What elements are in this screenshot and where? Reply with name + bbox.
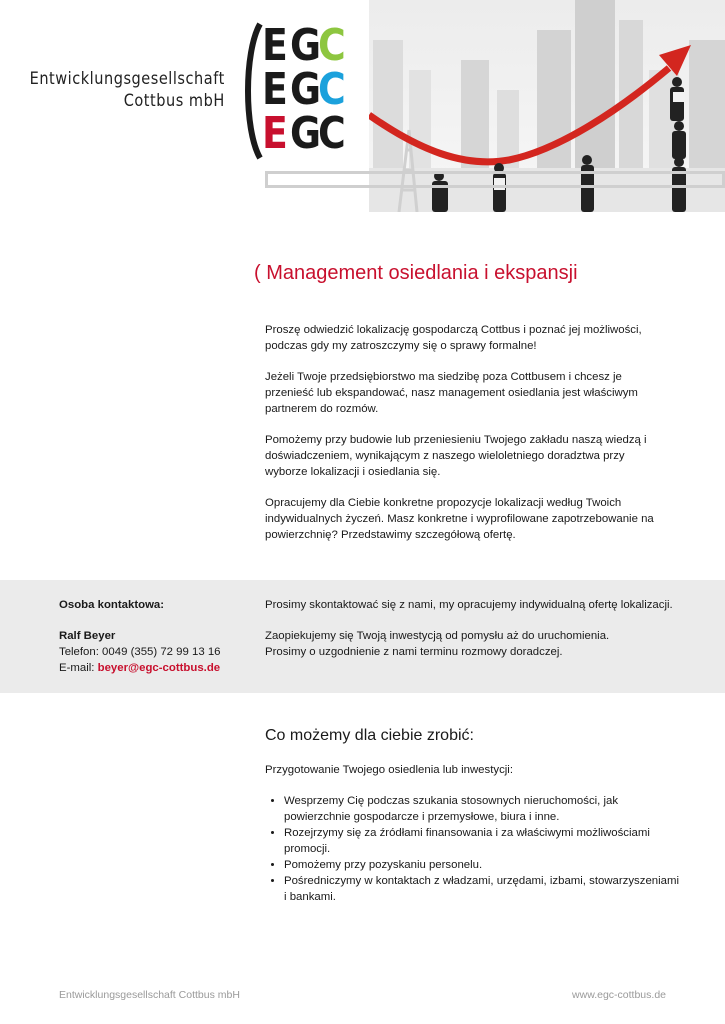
contact-name: Ralf Beyer [59, 630, 116, 642]
company-name-line2: Cottbus mbH [123, 91, 225, 110]
logo-letter-g: G [290, 64, 321, 115]
contact-phone: Telefon: 0049 (355) 72 99 13 16 [59, 646, 221, 658]
contact-email-link[interactable]: beyer@egc-cottbus.de [97, 662, 221, 674]
footer-website-link[interactable]: www.egc-cottbus.de [572, 989, 666, 1001]
contact-message-1: Prosimy skontaktować się z nami, my opracujemy indywidualną ofertę lokalizacji. [265, 599, 673, 611]
contact-message [265, 597, 685, 660]
logo-parenthesis-icon [240, 22, 264, 160]
intro-paragraph-3: Pomożemy przy budowie lub przeniesieniu Twojego zakładu naszą wiedzą i doświadczeniem, wynikającym z naszego wieloletniego doradztwa przy wyborze lokalizacji i osiedlania się. [265, 434, 647, 478]
contact-message-3: Prosimy o uzgodnienie z nami terminu rozmowy doradczej. [265, 646, 563, 658]
contact-email-line [59, 660, 249, 676]
logo-letter-g: G [290, 108, 321, 159]
page-title: ( Management osiedlania i ekspansji [254, 262, 578, 284]
egc-logo [262, 20, 354, 159]
logo-letter-g: G [290, 20, 321, 71]
intro-paragraph-2: Jeżeli Twoje przedsiębiorstwo ma siedzibę poza Cottbusem i chcesz je przenieść lub ekspandować, nasz management osiedlania jest właściwym partnerem do rozmów. [265, 371, 638, 415]
list-item: • Pośredniczymy w kontaktach z władzami, urzędami, izbami, stowarzyszeniami i bankami. [284, 873, 684, 905]
list-item: • Wesprzemy Cię podczas szukania stosownych nieruchomości, jak powierzchnie gospodarcze i przemysłowe, biura i inne. [284, 793, 684, 825]
list-item: • Rozejrzymy się za źródłami finansowania i za właściwymi możliwościami promocji. [284, 825, 684, 857]
list-item: • Pomożemy przy pozyskaniu personelu. [284, 857, 684, 873]
contact-email-prefix: E-mail: [59, 662, 98, 674]
logo-letter-c: C [318, 108, 345, 159]
logo-bracket-bar [265, 171, 725, 188]
logo-letter-e: E [262, 20, 287, 71]
logo-letter-e: E [262, 108, 287, 159]
contact-message-2: Zaopiekujemy się Twoją inwestycją od pomysłu aż do uruchomienia. [265, 630, 610, 642]
logo-row-3 [262, 108, 354, 159]
footer-company: Entwicklungsgesellschaft Cottbus mbH [59, 989, 240, 1001]
logo-letter-c: C [318, 64, 345, 115]
logo-row-2 [262, 64, 354, 115]
page-header [0, 0, 725, 215]
services-heading: Co możemy dla ciebie zrobić: [265, 727, 474, 744]
contact-section [0, 580, 725, 693]
intro-text [265, 322, 665, 558]
services-list [265, 793, 684, 905]
services-intro: Przygotowanie Twojego osiedlenia lub inwestycji: [265, 764, 513, 776]
logo-letter-c: C [318, 20, 345, 71]
contact-person [59, 597, 249, 676]
company-name [30, 68, 225, 112]
intro-paragraph-1: Proszę odwiedzić lokalizację gospodarczą Cottbus i poznać jej możliwości, podczas gdy my zatroszczymy się o sprawy formalne! [265, 324, 642, 352]
intro-paragraph-4: Opracujemy dla Ciebie konkretne propozycje lokalizacji według Twoich indywidualnych życzeń. Masz konkretne i wyprofilowane zapotrzebowanie na powierzchnię? Przedstawimy szczegółową ofertę. [265, 497, 654, 541]
company-name-line1: Entwicklungsgesellschaft [29, 69, 225, 88]
logo-letter-e: E [262, 64, 287, 115]
contact-label: Osoba kontaktowa: [59, 599, 165, 611]
logo-row-1 [262, 20, 354, 71]
